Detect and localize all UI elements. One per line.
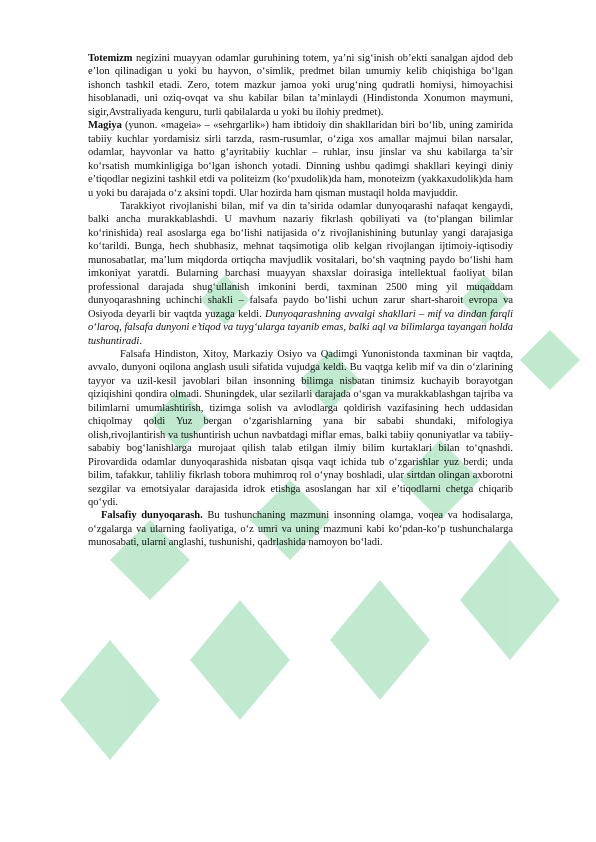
paragraph-text: (yunon. «mageia» – «sehrgarlik») ham ibtidoiy din shakllaridan biri bo‘lib, uning zamirida tabiiy kuchlar yordamisiz sirli tarzda, rasm-rusumlar, o‘ziga xos amallar majmui bilan narsalar, odamlar, hayvonlar va hatto g‘ayritabiiy kuchlar – ruhlar, insu jinslar va shu kabilarga ta’sir ko‘rsatish mumkinligiga bo‘lgan ishonch yotadi. Dinning ushbu qadimgi shakllari keyingi diniy e’tiqodlar negizini tashkil etdi va politeizm (ko‘pxudolik)da ham, monoteizm (yakkaxudolik)da ham u yoki bu darajada o‘z aksini topdi. Ular hozirda ham qisman mustaqil holda mavjuddir. xyxy=(88,120,513,199)
paragraph-magiya xyxy=(88,119,513,200)
term-magiya: Magiya xyxy=(88,120,122,132)
term-falsafiy-dunyoqarash: Falsafiy dunyoqarash. xyxy=(101,510,203,522)
paragraph-text: Falsafa Hindiston, Xitoy, Markaziy Osiyo va Qadimgi Yunonistonda taxminan bir vaqtda, avvalo, dunyoni oqilona anglash usuli sifatida vujudga keldi. Bu vaqtga kelib mif va din o‘zlarining tayyor va uzil-kesil javoblari bilan insonning bilimga nisbatan tinimsiz kuchayib borayotgan qiziqishini qondira olmadi. Shuningdek, ular sezilarli darajada o‘sgan va murakkablashgan tajriba va bilimlarni umumlashtirish, tizimga solish va avlodlarga qoldirish vazifasining hech uddasidan chiqolmay qoldi Yuz bergan o‘zgarishlarning yana bir sababi shundaki, mifologiya olish,rivojlantirish va tushuntirish uchun navbatdagi miflar emas, balki tabiiy qonuniyatlar va tabiiy-sababiy bog‘lanishlarga murojaat qilish talab etilgan ilmiy bilim kurtaklari bilan to‘qnashdi. Pirovardida odamlar dunyoqarashida nisbatan qisqa vaqt ichida tub o‘zgarishlar yuz berdi; unda bilim, tafakkur, tahliliy fikrlash tobora muhimroq rol o‘ynay boshladi, ular sirtdan olingan axborotni sezgilar va emotsiyalar darajasida idrok etishga asoslangan har xil e’tiqodlarni chetga chiqarib qo‘ydi. xyxy=(88,348,513,508)
term-totemizm: Totemizm xyxy=(88,53,133,64)
paragraph-text: . xyxy=(139,335,142,347)
paragraph-text: Bu tushunchaning mazmuni insonning olamga, voqea va hodisalarga, o‘zgalarga va ularning faoliyatiga, o‘z umri va uning mazmuni kabi ko‘pdan-ko‘p tushunchalarga munosabati, ularni anglashi, tushunishi, qadrlashida namoyon bo‘ladi. xyxy=(88,510,513,549)
italic-statement: Dunyoqarashning avvalgi shakllari – mif va dindan farqli o‘laroq, falsafa dunyoni e’tiqod va tuyg‘ularga tayanib emas, balki aql va bilimlarga tayangan holda tushuntiradi xyxy=(88,308,514,347)
paragraph-totemizm xyxy=(88,52,513,119)
paragraph-text: negizini muayyan odamlar guruhining totem, ya’ni sig‘inish ob’ekti sanalgan ajdod deb e’lon qilinadigan u yoki bu hayvon, o‘simlik, predmet bilan umumiy kelib chiqishiga bo‘lgan ishonch tashkil etadi. Zero, totem mazkur jamoa yoki urug‘ning qudratli homiysi, himoyachisi hisoblanadi, uni oziq-ovqat va shu kabilar bilan ta’minlaydi (Hindistonda Xonumon maymuni, sigir,Avstraliyada kenguru, turli qabilalarda u yoki bu ilohiy predmet). xyxy=(88,53,513,118)
paragraph-falsafa xyxy=(88,348,513,509)
paragraph-falsafiy-dunyoqarash xyxy=(88,509,513,549)
document-body xyxy=(88,52,513,550)
paragraph-tarakkiyot xyxy=(88,200,513,348)
paragraph-text: Tarakkiyot rivojlanishi bilan, mif va din ta’sirida odamlar dunyoqarashi nafaqat kengaydi, balki ancha murakkablashdi. U mavhum nazariy fikrlash qobiliyati va (to‘plangan bilimlar ko‘rinishida) real asoslarga ega bo‘lishi natijasida o‘z rivojlanishining butunlay yangi darajasiga ko‘tarildi. Bunga, hech shubhasiz, mehnat taqsimotiga olib kelgan rivojlangan ijtimoiy-iqtisodiy munosabatlar, ma’lum miqdorda ortiqcha mavjudlik vositalari, bo‘sh vaqtning paydo bo‘lishi ham imkoniyat yaratdi. Bularning barchasi muayyan shaxslar doirasiga intellektual faoliyat bilan professional darajada shug‘ullanish imkonini berdi, taxminan 2500 ming yil muqaddam dunyoqarashning uchinchi shakli – falsafa paydo bo‘lishi uchun zarur shart-sharoit evropa va Osiyoda deyarli bir vaqtda yuzaga keldi. xyxy=(88,200,513,320)
